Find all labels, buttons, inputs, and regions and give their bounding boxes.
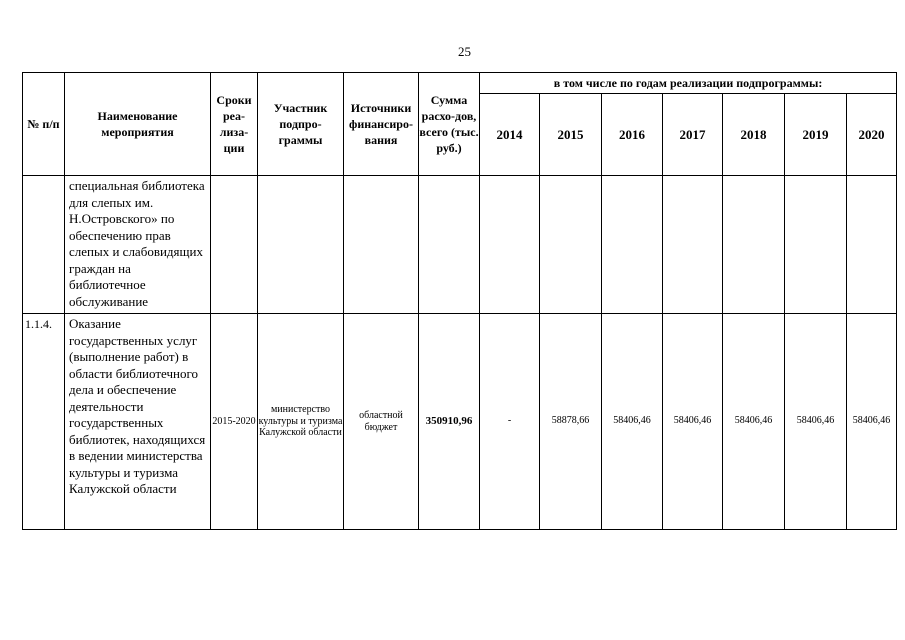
table-row bbox=[23, 176, 897, 314]
row-name: Оказание государственных услуг (выполнение работ) в области библиотечного дела и обеспечение деятельности государственных библиотек, находящихся в ведении министерства культуры и туризма Калужской области bbox=[65, 314, 211, 530]
header-year-2016: 2016 bbox=[602, 94, 663, 176]
row-year-value: 58406,46 bbox=[723, 314, 785, 530]
row-name: специальная библиотека для слепых им. Н.Островского» по обеспечению прав слепых и слабовидящих граждан на библиотечное обслуживание bbox=[65, 176, 211, 314]
row-participant bbox=[258, 176, 344, 314]
row-year-value bbox=[847, 176, 897, 314]
header-year-2018: 2018 bbox=[723, 94, 785, 176]
row-sum bbox=[419, 176, 480, 314]
page-number: 25 bbox=[458, 44, 471, 59]
row-year-value: 58406,46 bbox=[602, 314, 663, 530]
row-source: областной бюджет bbox=[344, 314, 419, 530]
header-sources: Источники финансиро-вания bbox=[344, 73, 419, 176]
row-year-value bbox=[723, 176, 785, 314]
header-sum: Сумма расхо-дов, всего (тыс. руб.) bbox=[419, 73, 480, 176]
row-year-value: 58406,46 bbox=[785, 314, 847, 530]
row-year-value bbox=[602, 176, 663, 314]
row-source bbox=[344, 176, 419, 314]
header-year-2014: 2014 bbox=[480, 94, 540, 176]
header-num: № п/п bbox=[23, 73, 65, 176]
row-num: 1.1.4. bbox=[23, 314, 65, 530]
header-year-2019: 2019 bbox=[785, 94, 847, 176]
row-sum: 350910,96 bbox=[419, 314, 480, 530]
row-year-value: - bbox=[480, 314, 540, 530]
header-year-2017: 2017 bbox=[663, 94, 723, 176]
row-terms: 2015-2020 bbox=[211, 314, 258, 530]
row-year-value bbox=[540, 176, 602, 314]
header-terms: Сроки реа-лиза-ции bbox=[211, 73, 258, 176]
row-num bbox=[23, 176, 65, 314]
header-participant: Участник подпро-граммы bbox=[258, 73, 344, 176]
header-year-2015: 2015 bbox=[540, 94, 602, 176]
budget-table bbox=[22, 72, 897, 530]
row-year-value: 58878,66 bbox=[540, 314, 602, 530]
row-year-value bbox=[663, 176, 723, 314]
row-year-value: 58406,46 bbox=[847, 314, 897, 530]
row-year-value: 58406,46 bbox=[663, 314, 723, 530]
header-name: Наименование мероприятия bbox=[65, 73, 211, 176]
row-year-value bbox=[480, 176, 540, 314]
table-row bbox=[23, 314, 897, 530]
row-terms bbox=[211, 176, 258, 314]
header-year-2020: 2020 bbox=[847, 94, 897, 176]
row-year-value bbox=[785, 176, 847, 314]
header-by-years: в том числе по годам реализации подпрограммы: bbox=[480, 73, 897, 94]
row-participant: министерство культуры и туризма Калужской области bbox=[258, 314, 344, 530]
